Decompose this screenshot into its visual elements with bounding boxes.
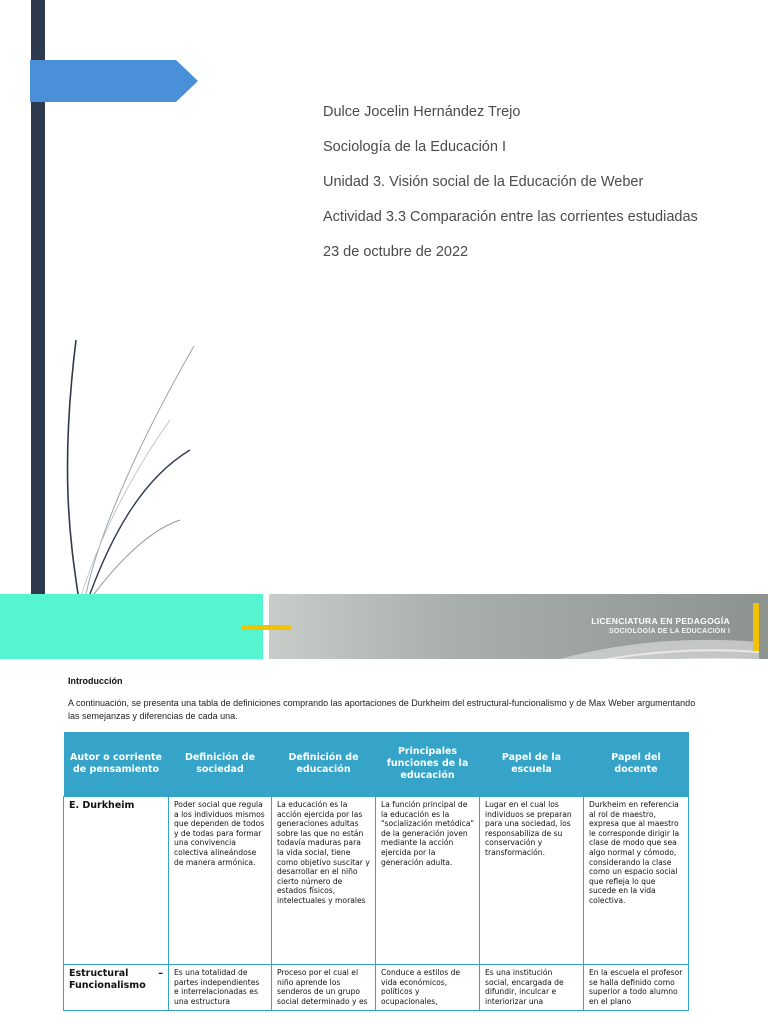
- page-header-banner: [0, 594, 768, 659]
- banner-yellow-dash: [242, 625, 291, 630]
- row-head-dash: –: [158, 968, 163, 979]
- col-header-education: Definición de educación: [272, 732, 376, 797]
- intro-heading: Introducción: [68, 676, 123, 686]
- comparison-table: [63, 732, 689, 1011]
- row-head-part-a: Estructural: [69, 968, 129, 979]
- author-name: Dulce Jocelin Hernández Trejo: [323, 104, 521, 120]
- banner-yellow-stripe: [753, 603, 759, 651]
- table-row: [64, 797, 689, 965]
- table-cell: Es una totalidad de partes independientes e interrelacionadas es una estructura: [169, 965, 272, 1011]
- banner-photo-block: [269, 594, 768, 659]
- table-header-row: [64, 732, 689, 797]
- col-header-school-role: Papel de la escuela: [480, 732, 584, 797]
- intro-paragraph: A continuación, se presenta una tabla de definiciones comprando las aportaciones de Durkheim del estructural-funcionalismo y de Max Weber argumentando las semejanzas y diferencias de cada una.: [68, 698, 696, 721]
- row-head-durkheim: E. Durkheim: [64, 797, 169, 965]
- table-cell: Proceso por el cual el niño aprende los senderos de un grupo social determinado y es: [272, 965, 376, 1011]
- cover-text-block: [323, 104, 723, 279]
- table-cell: Es una institución social, encargada de difundir, inculcar e interiorizar una: [480, 965, 584, 1011]
- row-head-line: [69, 968, 163, 980]
- table-cell: Lugar en el cual los individuos se preparan para una sociedad, los responsabiliza de su conservación y transformación.: [480, 797, 584, 965]
- row-head-part-b: Funcionalismo: [69, 979, 146, 991]
- table-cell: La educación es la acción ejercida por las generaciones adultas sobre las que no están todavía maduras para la vida social, tiene como objetivo suscitar y desarrollar en el niño cierto número de estados físicos, intelectuales y morales: [272, 797, 376, 965]
- banner-subtitle: SOCIOLOGÍA DE LA EDUCACIÓN I: [609, 628, 730, 635]
- swoosh-decoration: [30, 330, 210, 594]
- course-name: Sociología de la Educación I: [323, 139, 506, 155]
- col-header-teacher-role: Papel del docente: [584, 732, 689, 797]
- banner-teal-block: [0, 594, 263, 659]
- table-cell: La función principal de la educación es la "socialización metódica" de la generación joven mediante la acción ejercida por la generación adulta.: [376, 797, 480, 965]
- col-header-society: Definición de sociedad: [169, 732, 272, 797]
- unit-title: Unidad 3. Visión social de la Educación de Weber: [323, 174, 644, 190]
- banner-title: LICENCIATURA EN PEDAGOGÍA: [591, 616, 730, 626]
- table-row: [64, 965, 689, 1011]
- table-cell: Poder social que regula a los individuos mismos que dependen de todos y de todas para formar una convivencia colectiva alineándose de manera armónica.: [169, 797, 272, 965]
- col-header-functions: Principales funciones de la educación: [376, 732, 480, 797]
- arrow-tab-decoration: [30, 60, 198, 102]
- row-head-structural-functionalism: [64, 965, 169, 1011]
- date-text: 23 de octubre de 2022: [323, 244, 469, 260]
- table-cell: En la escuela el profesor se halla definido como superior a todo alumno en el plano: [584, 965, 689, 1011]
- table-cell: Durkheim en referencia al rol de maestro, expresa que al maestro le corresponde dirigir la clase de modo que sea algo normal y cómodo, considerando la clase como un espacio social que refleja lo que sucede en la vida colectiva.: [584, 797, 689, 965]
- col-header-author: Autor o corriente de pensamiento: [64, 732, 169, 797]
- activity-title: Actividad 3.3 Comparación entre las corrientes estudiadas: [323, 209, 698, 225]
- table-cell: Conduce a estilos de vida económicos, políticos y ocupacionales,: [376, 965, 480, 1011]
